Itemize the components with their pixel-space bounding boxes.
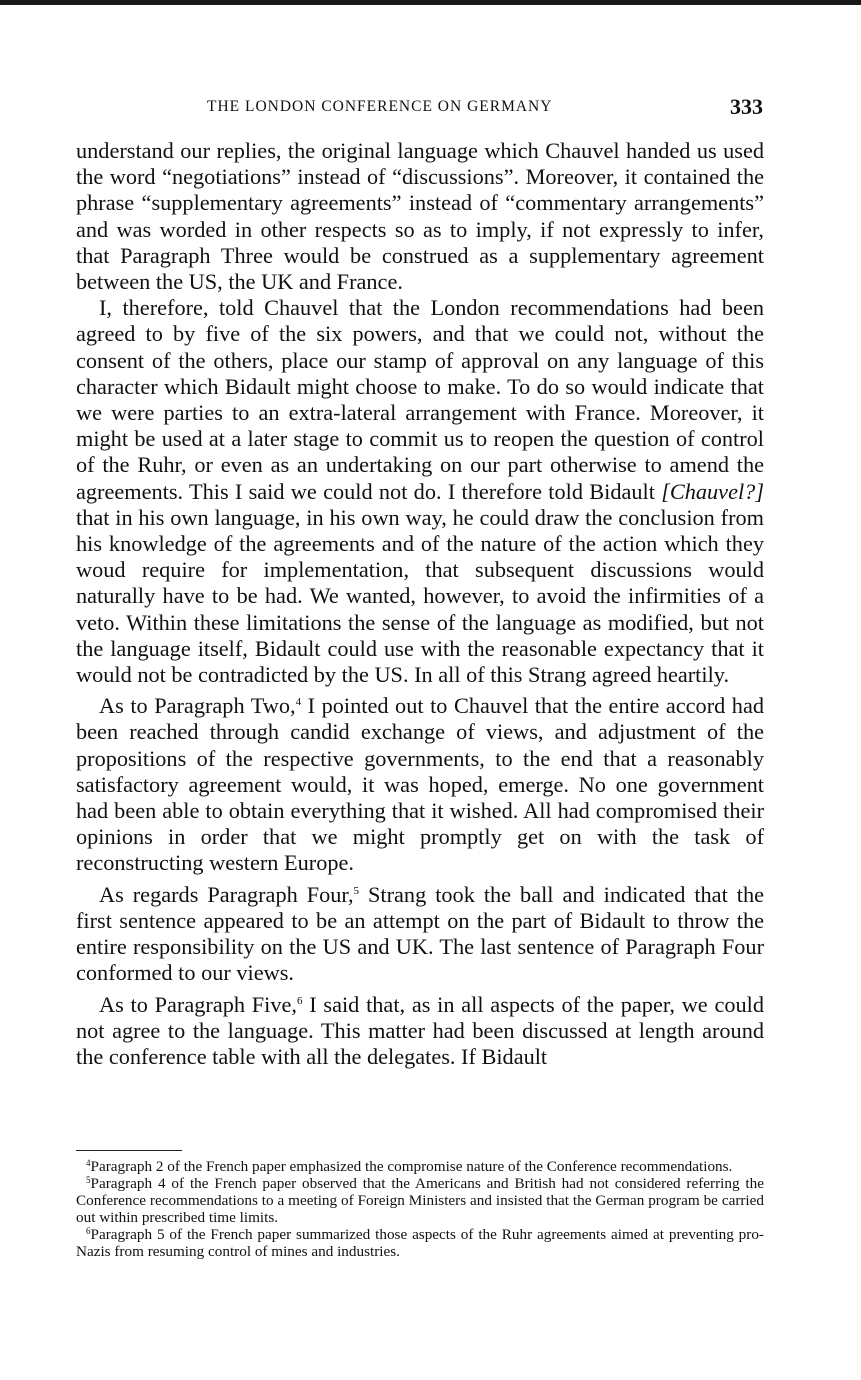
footnote-marker: 4 [86,1158,91,1168]
page-number: 333 [730,94,763,119]
footnote-marker: 6 [86,1226,91,1236]
paragraph-5-text-b: I said that, as in all aspects of the paper, we could not agree to the language. This matter had been discussed at length around the conference table with all the delegates. If Bidault [76,991,764,1069]
running-title: THE LONDON CONFERENCE ON GERMANY [207,98,553,115]
paragraph-3 [76,693,764,876]
editorial-bracket: [Chauvel?] [661,478,764,504]
footnote-4 [76,1158,764,1175]
paragraph-1: understand our replies, the original language which Chauvel handed us used the word “negotiations” instead of “discussions”. Moreover, it contained the phrase “supplementary agreements” instead of “commentary arrangements” and was worded in other respects so as to imply, if not expressly to infer, that Paragraph Three would be construed as a supplementary agreement between the US, the UK and France. [76,138,764,295]
body-text [76,138,764,1070]
paragraph-3-text-b: I pointed out to Chauvel that the entire accord had been reached through candid exchange of views, and adjustment of the propositions of the respective governments, to the end that a reasonably satisfactory agreement would, it was hoped, emerge. No one government had been able to obtain everything that it wished. All had compromised their opinions in order that we might promptly get on with the task of reconstructing western Europe. [76,693,764,876]
footnote-text: Paragraph 2 of the French paper emphasized the compromise nature of the Conference recommendations. [90,1158,733,1175]
paragraph-5 [76,992,764,1071]
paragraph-3-text-a: As to Paragraph Two, [99,693,296,719]
footnote-divider [76,1150,182,1151]
footnote-5 [76,1175,764,1226]
page-top-edge [0,0,861,5]
footnote-ref-5: 5 [353,884,360,897]
paragraph-2-text-b: that in his own language, in his own way, he could draw the conclusion from his knowledge of the agreements and of the nature of the action which they woud require for implementation, that subsequent discussions would naturally have to be had. We wanted, however, to avoid the infirmities of a veto. Within these limitations the sense of the language as modified, but not the language itself, Bidault could use with the reasonable expectancy that it would not be contradicted by the US. In all of this Strang agreed heartily. [76,504,764,688]
footnote-text: Paragraph 5 of the French paper summarized those aspects of the Ruhr agreements aimed at preventing pro-Nazis from resuming control of mines and industries. [76,1226,764,1260]
footnote-ref-6: 6 [296,994,303,1007]
paragraph-2 [76,295,764,688]
footnote-ref-4: 4 [295,696,302,709]
paragraph-4 [76,882,764,987]
footnote-marker: 5 [86,1175,91,1185]
footnotes [76,1158,764,1260]
footnote-6 [76,1226,764,1260]
paragraph-4-text-a: As regards Paragraph Four, [99,881,354,907]
running-head [75,94,763,124]
paragraph-4-text-b: Strang took the ball and indicated that the first sentence appeared to be an attempt on the part of Bidault to throw the entire responsibility on the US and UK. The last sentence of Paragraph Four conformed to our views. [76,881,764,986]
paragraph-2-text-a: I, therefore, told Chauvel that the London recommendations had been agreed to by five of the six powers, and that we could not, without the consent of the others, place our stamp of approval on any language of this character which Bidault might choose to make. To do so would indicate that we were parties to an extra-lateral arrangement with France. Moreover, it might be used at a later stage to commit us to reopen the question of control of the Ruhr, or even as an undertaking on our part otherwise to amend the agreements. This I said we could not do. I therefore told Bidault [76,295,764,504]
paragraph-5-text-a: As to Paragraph Five, [99,991,297,1017]
footnote-text: Paragraph 4 of the French paper observed that the Americans and British had not considered referring the Conference recommendations to a meeting of Foreign Ministers and insisted that the German program be carried out within prescribed time limits. [76,1175,764,1226]
